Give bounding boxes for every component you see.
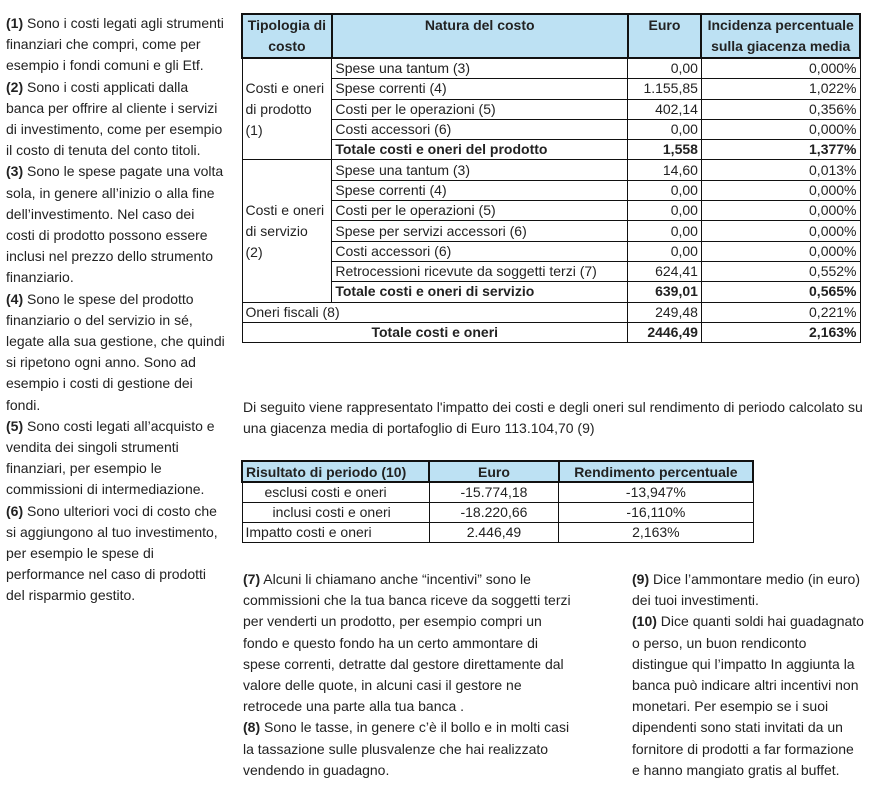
row-pct: 1,022% <box>701 79 860 99</box>
table-row <box>242 503 753 523</box>
row-pct: 0,000% <box>701 221 860 241</box>
note-3 <box>6 161 226 288</box>
note-text: Sono i costi legati agli strumenti finanziari che compri, come per esempio i fondi comuni e gli Etf. <box>6 15 224 74</box>
row-label: Retrocessioni ricevute da soggetti terzi (7) <box>332 261 628 281</box>
note-text: Sono ulteriori voci di costo che si aggiungono al tuo investimento, per esempio le spese di performance nel caso di prodotti del risparmio gestito. <box>6 502 218 604</box>
row-label: Costi per le operazioni (5) <box>332 99 628 119</box>
table-row <box>242 160 860 180</box>
total-row-servizio <box>242 282 860 302</box>
result-pct: 2,163% <box>559 523 753 543</box>
cost-table-header <box>242 14 860 58</box>
header-tipologia: Tipologia di costo <box>242 14 332 58</box>
header-natura: Natura del costo <box>332 14 628 58</box>
table-row <box>242 119 860 139</box>
fiscali-label: Oneri fiscali (8) <box>242 302 628 322</box>
note-number: (2) <box>6 78 24 95</box>
table-row <box>242 79 860 99</box>
note-number: (1) <box>6 15 24 31</box>
notes-left-column <box>6 13 226 607</box>
note-text: Sono i costi applicati dalla banca per offrire al cliente i servizi di investimento, come per esempio il costo di tenuta del conto titoli. <box>6 78 223 159</box>
result-pct: -13,947% <box>559 482 753 503</box>
table-row <box>242 482 753 503</box>
row-pct: 0,000% <box>701 201 860 221</box>
result-euro: -15.774,18 <box>429 482 559 503</box>
grand-total-row <box>242 322 860 342</box>
row-pct: 0,000% <box>701 58 860 79</box>
group-label-servizio: Costi e oneri di servizio (2) <box>242 160 332 302</box>
header-euro: Euro <box>429 461 559 482</box>
header-incidenza: Incidenza percentuale sulla giacenza media <box>701 14 860 58</box>
row-euro: 0,00 <box>628 180 702 200</box>
note-5 <box>6 416 226 501</box>
total-row-prodotto <box>242 140 860 160</box>
row-label: Costi per le operazioni (5) <box>332 201 628 221</box>
result-label: Impatto costi e oneri <box>242 523 429 543</box>
row-euro: 0,00 <box>628 58 702 79</box>
note-text: Sono costi legati all’acquisto e vendita dei singoli strumenti finanziari, per esempio le commissioni di intermediazione. <box>6 417 215 498</box>
note-text: Dice l’ammontare medio (in euro) dei tuoi investimenti. <box>632 571 860 609</box>
total-label: Totale costi e oneri di servizio <box>332 282 628 302</box>
row-label: Spese correnti (4) <box>332 79 628 99</box>
cost-table <box>241 13 861 343</box>
row-pct: 0,356% <box>701 99 860 119</box>
row-euro: 0,00 <box>628 221 702 241</box>
total-label: Totale costi e oneri del prodotto <box>332 140 628 160</box>
note-text: Sono le tasse, in genere c’è il bollo e in molti casi la tassazione sulle plusvalenze che hai realizzato vendendo in guadagno. <box>243 719 570 778</box>
note-9 <box>632 569 864 611</box>
note-number: (10) <box>632 613 657 630</box>
note-number: (8) <box>243 719 261 736</box>
note-number: (4) <box>6 290 24 307</box>
result-table-header <box>242 461 753 482</box>
fiscali-pct: 0,221% <box>701 302 860 322</box>
intro-paragraph <box>243 397 863 439</box>
note-number: (6) <box>6 502 24 519</box>
note-number: (5) <box>6 417 24 434</box>
note-number: (3) <box>6 163 24 180</box>
note-7 <box>243 569 573 717</box>
table-row <box>242 261 860 281</box>
grand-total-label: Totale costi e oneri <box>242 322 628 342</box>
row-oneri-fiscali <box>242 302 860 322</box>
note-text: Sono le spese del prodotto finanziario o del servizio in sé, legate alla sua gestione, che quindi si ripetono ogni anno. Sono ad esempio i costi di gestione dei fondi. <box>6 290 225 413</box>
row-label: Costi accessori (6) <box>332 241 628 261</box>
fiscali-euro: 249,48 <box>628 302 702 322</box>
row-euro: 1.155,85 <box>628 79 702 99</box>
grand-total-pct: 2,163% <box>701 322 860 342</box>
total-euro: 1,558 <box>628 140 702 160</box>
note-8 <box>243 717 573 781</box>
note-number: (9) <box>632 571 650 587</box>
result-pct: -16,110% <box>559 503 753 523</box>
row-euro: 624,41 <box>628 261 702 281</box>
total-euro: 639,01 <box>628 282 702 302</box>
note-4 <box>6 289 226 416</box>
table-row <box>242 221 860 241</box>
row-label: Spese per servizi accessori (6) <box>332 221 628 241</box>
result-euro: 2.446,49 <box>429 523 559 543</box>
note-text: Alcuni li chiamano anche “incentivi” sono le commissioni che la tua banca riceve da soggetti terzi per venderti un prodotto, per esempio compri un fondo e questo fondo ha un certo ammontare di spese correnti, detratte dal gestore direttamente dal valore delle quote, in alcuni casi il gestore ne retrocede una parte alla tua banca . <box>243 571 571 715</box>
note-text: Dice quanti soldi hai guadagnato o perso, un buon rendiconto distingue qui l’impatto In aggiunta la banca può indicare altri incentivi non monetari. Per esempio se i suoi dipendenti sono stati invitati da un fornitore di prodotti a far formazione e hanno mangiato gratis al buffet. <box>632 613 864 778</box>
row-euro: 14,60 <box>628 160 702 180</box>
row-pct: 0,552% <box>701 261 860 281</box>
row-pct: 0,000% <box>701 241 860 261</box>
row-euro: 0,00 <box>628 119 702 139</box>
header-rendimento: Rendimento percentuale <box>559 461 753 482</box>
result-euro: -18.220,66 <box>429 503 559 523</box>
table-row <box>242 99 860 119</box>
total-pct: 0,565% <box>701 282 860 302</box>
row-label: Spese una tantum (3) <box>332 160 628 180</box>
note-text: Sono le spese pagate una volta sola, in genere all’inizio o alla fine dell’investimento. Nel caso dei costi di prodotto possono essere inclusi nel prezzo dello strumento finanziario. <box>6 163 224 286</box>
result-table <box>241 460 754 543</box>
row-euro: 0,00 <box>628 241 702 261</box>
header-euro: Euro <box>628 14 702 58</box>
row-label: Costi accessori (6) <box>332 119 628 139</box>
note-number: (7) <box>243 571 261 587</box>
table-row <box>242 201 860 221</box>
row-pct: 0,000% <box>701 180 860 200</box>
grand-total-euro: 2446,49 <box>628 322 702 342</box>
table-row <box>242 180 860 200</box>
row-label: Spese correnti (4) <box>332 180 628 200</box>
note-6 <box>6 501 226 607</box>
row-euro: 402,14 <box>628 99 702 119</box>
group-label-prodotto: Costi e oneri di prodotto (1) <box>242 58 332 160</box>
result-label: inclusi costi e oneri <box>242 503 429 523</box>
result-label: esclusi costi e oneri <box>242 482 429 503</box>
notes-right-column <box>632 569 864 781</box>
table-row <box>242 58 860 79</box>
row-pct: 0,000% <box>701 119 860 139</box>
table-row <box>242 523 753 543</box>
note-1 <box>6 13 226 77</box>
total-pct: 1,377% <box>701 140 860 160</box>
notes-middle-column <box>243 569 573 781</box>
note-10 <box>632 611 864 781</box>
intro-text: Di seguito viene rappresentato l'impatto dei costi e degli oneri sul rendimento di periodo calcolato su una giacenza media di portafoglio di Euro 113.104,70 (9) <box>243 399 863 436</box>
row-euro: 0,00 <box>628 201 702 221</box>
note-2 <box>6 77 226 162</box>
table-row <box>242 241 860 261</box>
row-pct: 0,013% <box>701 160 860 180</box>
header-risultato: Risultato di periodo (10) <box>242 461 429 482</box>
row-label: Spese una tantum (3) <box>332 58 628 79</box>
